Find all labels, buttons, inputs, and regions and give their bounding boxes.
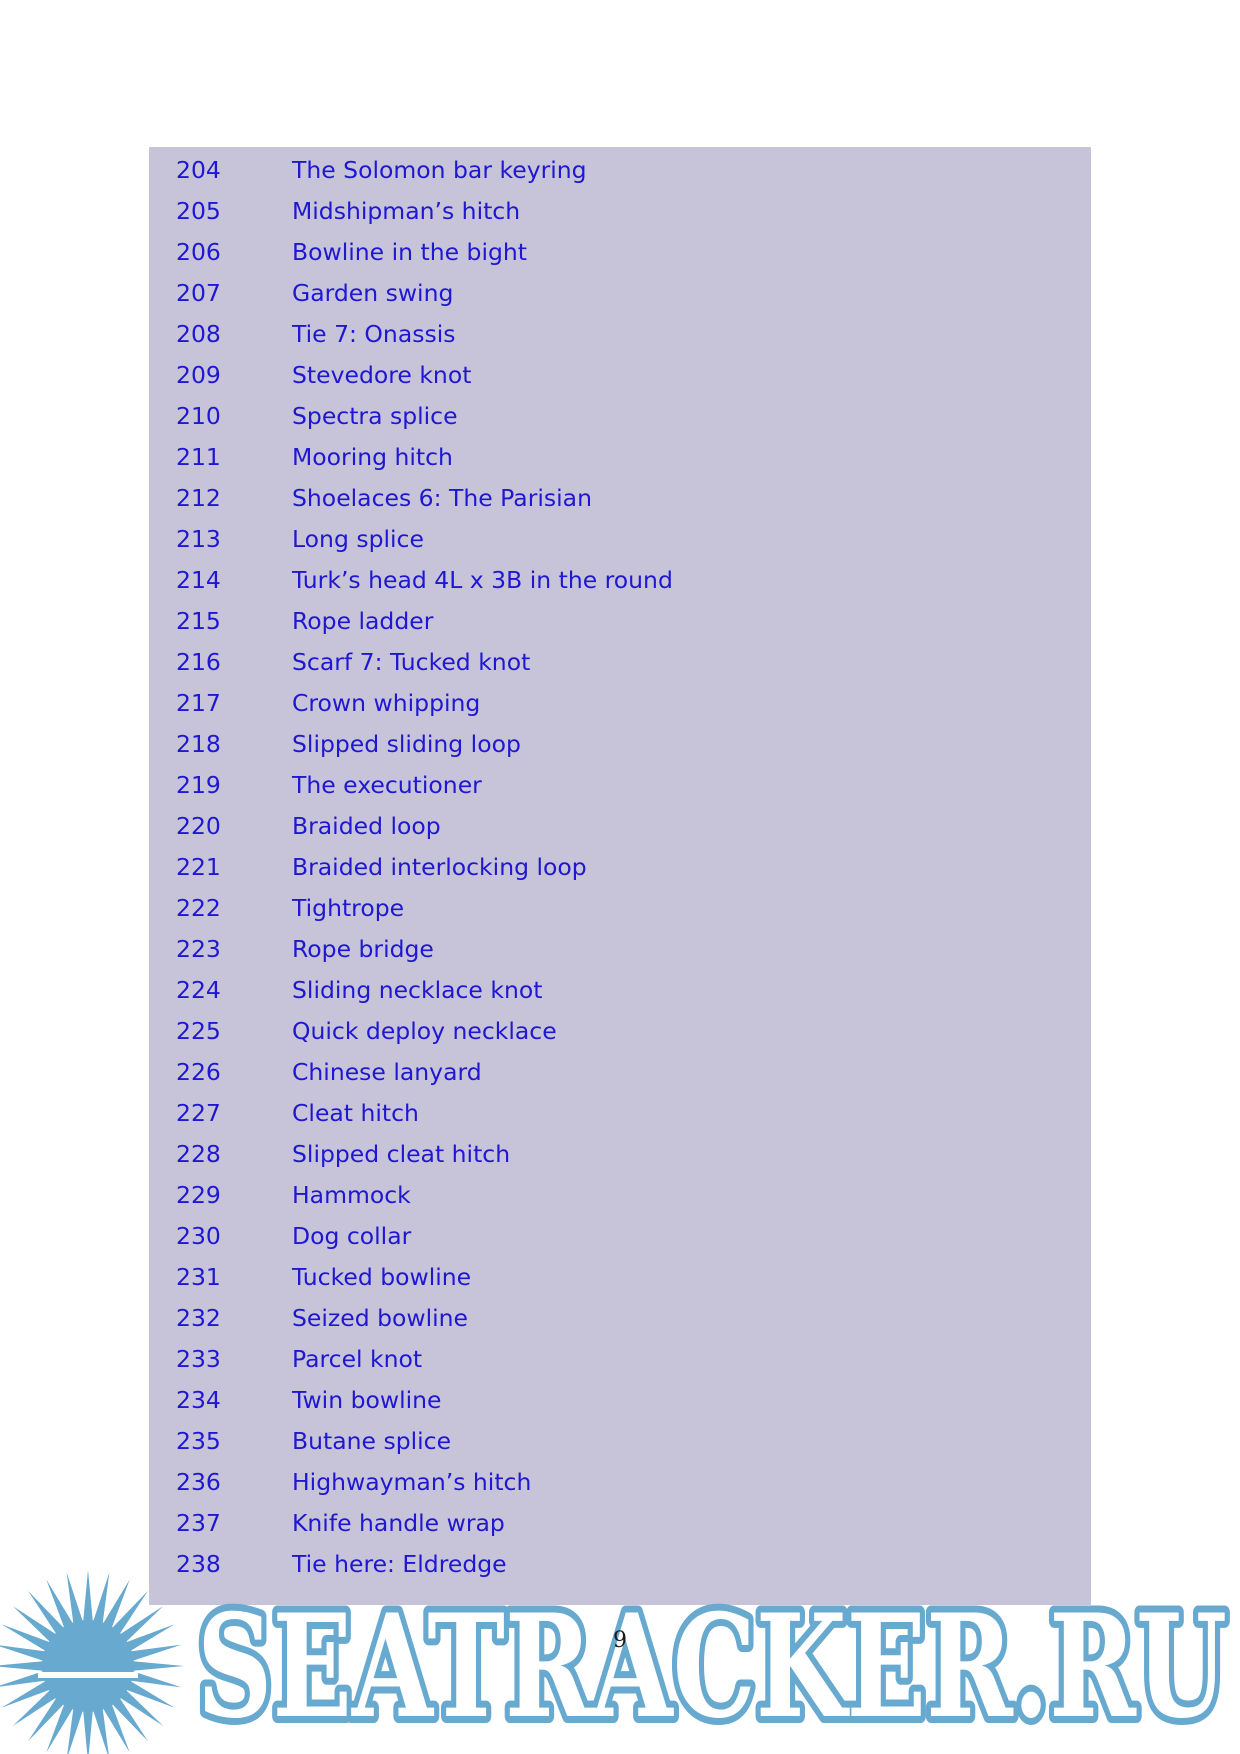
item-number: 228 <box>176 1140 221 1168</box>
item-title: Twin bowline <box>292 1386 442 1414</box>
list-item <box>149 929 1091 970</box>
list-item <box>149 1380 1091 1421</box>
item-title: Rope bridge <box>292 935 434 963</box>
item-number: 204 <box>176 156 221 184</box>
list-item <box>149 314 1091 355</box>
item-number: 208 <box>176 320 221 348</box>
item-number: 232 <box>176 1304 221 1332</box>
page-number: 9 <box>613 1628 627 1653</box>
list-item <box>149 437 1091 478</box>
item-title: Crown whipping <box>292 689 481 717</box>
item-title: The Solomon bar keyring <box>292 156 587 184</box>
item-title: Braided loop <box>292 812 441 840</box>
list-item <box>149 232 1091 273</box>
item-number: 209 <box>176 361 221 389</box>
item-title: Tie here: Eldredge <box>292 1550 507 1578</box>
item-number: 213 <box>176 525 221 553</box>
item-number: 233 <box>176 1345 221 1373</box>
item-title: Dog collar <box>292 1222 412 1250</box>
item-number: 222 <box>176 894 221 922</box>
list-item <box>149 765 1091 806</box>
list-item <box>149 847 1091 888</box>
watermark-text: SEATRACKER.RU <box>197 1584 1227 1750</box>
list-item <box>149 191 1091 232</box>
item-title: Butane splice <box>292 1427 452 1455</box>
item-title: Turk’s head 4L x 3B in the round <box>292 566 673 594</box>
item-title: Hammock <box>292 1181 411 1209</box>
list-item <box>149 1134 1091 1175</box>
item-number: 214 <box>176 566 221 594</box>
item-title: Quick deploy necklace <box>292 1017 557 1045</box>
item-number: 210 <box>176 402 221 430</box>
item-number: 217 <box>176 689 221 717</box>
item-number: 226 <box>176 1058 221 1086</box>
item-number: 205 <box>176 197 221 225</box>
item-title: Cleat hitch <box>292 1099 419 1127</box>
item-title: Tightrope <box>292 894 405 922</box>
item-number: 235 <box>176 1427 221 1455</box>
item-title: Long splice <box>292 525 424 553</box>
item-title: Shoelaces 6: The Parisian <box>292 484 592 512</box>
item-number: 216 <box>176 648 221 676</box>
list-item <box>149 273 1091 314</box>
list-item <box>149 1052 1091 1093</box>
list-item <box>149 1216 1091 1257</box>
list-item <box>149 560 1091 601</box>
item-title: Parcel knot <box>292 1345 423 1373</box>
sun-icon <box>0 1570 184 1754</box>
item-number: 218 <box>176 730 221 758</box>
list-item <box>149 642 1091 683</box>
item-title: Seized bowline <box>292 1304 469 1332</box>
item-number: 227 <box>176 1099 221 1127</box>
item-number: 238 <box>176 1550 221 1578</box>
list-item <box>149 683 1091 724</box>
item-title: Braided interlocking loop <box>292 853 587 881</box>
item-title: Sliding necklace knot <box>292 976 543 1004</box>
item-number: 229 <box>176 1181 221 1209</box>
item-number: 236 <box>176 1468 221 1496</box>
list-item <box>149 1175 1091 1216</box>
item-title: Tie 7: Onassis <box>292 320 456 348</box>
item-number: 211 <box>176 443 221 471</box>
list-item <box>149 1257 1091 1298</box>
item-title: Spectra splice <box>292 402 458 430</box>
list-item <box>149 1503 1091 1544</box>
item-title: The executioner <box>292 771 482 799</box>
item-title: Mooring hitch <box>292 443 453 471</box>
item-number: 220 <box>176 812 221 840</box>
list-item <box>149 1462 1091 1503</box>
item-number: 230 <box>176 1222 221 1250</box>
list-item <box>149 970 1091 1011</box>
list-item <box>149 888 1091 929</box>
item-title: Knife handle wrap <box>292 1509 505 1537</box>
item-title: Midshipman’s hitch <box>292 197 521 225</box>
seatracker-watermark <box>0 1566 1240 1754</box>
item-number: 234 <box>176 1386 221 1414</box>
list-item <box>149 1011 1091 1052</box>
list-item <box>149 396 1091 437</box>
contents-panel <box>149 147 1091 1605</box>
item-title: Garden swing <box>292 279 454 307</box>
item-title: Rope ladder <box>292 607 434 635</box>
list-item <box>149 1421 1091 1462</box>
item-number: 221 <box>176 853 221 881</box>
item-number: 231 <box>176 1263 221 1291</box>
item-title: Tucked bowline <box>292 1263 472 1291</box>
list-item <box>149 724 1091 765</box>
item-number: 215 <box>176 607 221 635</box>
item-number: 224 <box>176 976 221 1004</box>
list-item <box>149 806 1091 847</box>
item-number: 219 <box>176 771 221 799</box>
list-item <box>149 1298 1091 1339</box>
item-title: Slipped cleat hitch <box>292 1140 511 1168</box>
item-number: 225 <box>176 1017 221 1045</box>
item-title: Slipped sliding loop <box>292 730 521 758</box>
item-number: 237 <box>176 1509 221 1537</box>
item-title: Scarf 7: Tucked knot <box>292 648 531 676</box>
item-title: Bowline in the bight <box>292 238 527 266</box>
item-number: 212 <box>176 484 221 512</box>
watermark-text-inner: SEATRACKER.RU <box>197 1584 1227 1750</box>
item-title: Highwayman’s hitch <box>292 1468 532 1496</box>
list-item <box>149 355 1091 396</box>
item-number: 207 <box>176 279 221 307</box>
list-item <box>149 519 1091 560</box>
item-title: Chinese lanyard <box>292 1058 482 1086</box>
list-item <box>149 478 1091 519</box>
list-item <box>149 150 1091 191</box>
list-item <box>149 1093 1091 1134</box>
item-number: 206 <box>176 238 221 266</box>
list-item <box>149 601 1091 642</box>
item-number: 223 <box>176 935 221 963</box>
item-title: Stevedore knot <box>292 361 472 389</box>
list-item <box>149 1339 1091 1380</box>
